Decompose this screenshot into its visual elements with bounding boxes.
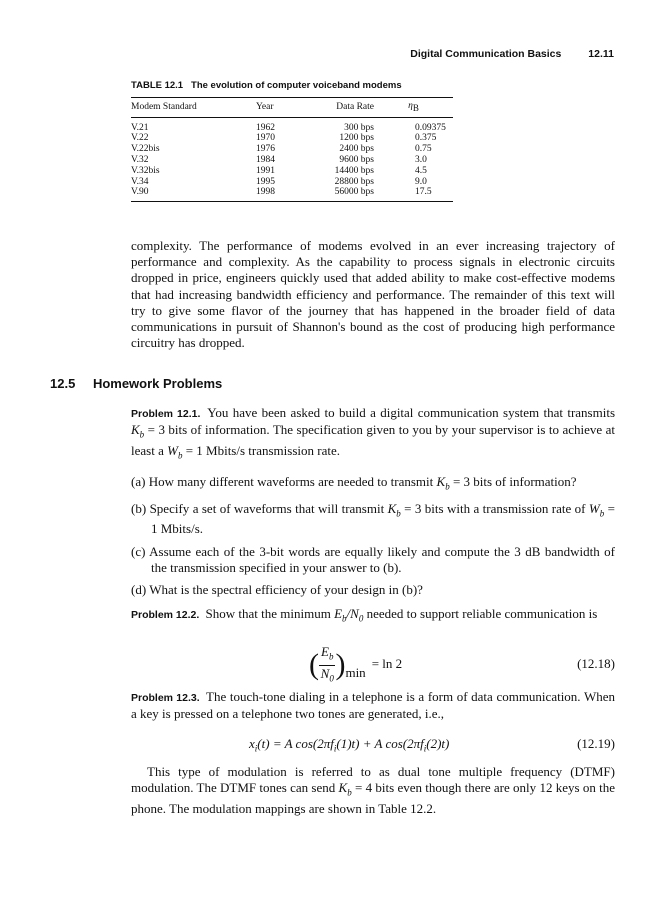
equation-12-19 [131, 736, 615, 754]
table-cell: 1976 [256, 144, 275, 155]
numerator-letter: E [321, 644, 329, 659]
table-cell [374, 155, 453, 166]
problem-12-2-statement [131, 606, 615, 627]
page-number: 12.11 [588, 48, 614, 60]
eta-value: 4.5 [415, 165, 427, 176]
running-head-title: Digital Communication Basics [410, 48, 562, 60]
table-row [131, 166, 453, 177]
problem-12-1-statement [131, 405, 615, 464]
table-cell [374, 144, 453, 155]
problem-text: = 3 bits of information. The specification given to you by your supervisor is to achieve at least a [131, 422, 615, 458]
problem-text: The touch-tone dialing in a telephone is a form of data communication. When a key is pressed on a telephone two tones are generated, i.e., [131, 689, 615, 722]
kb-symbol: $K_b$ [338, 780, 352, 798]
eta-value: 0.09375 [415, 122, 446, 133]
table-cell [374, 133, 453, 144]
table-cell: V.32bis [131, 165, 160, 176]
table-cell: V.90 [131, 187, 256, 201]
followup-paragraph [131, 764, 615, 817]
problem-label: Problem 12.3. [131, 692, 200, 704]
eta-value: 9.0 [415, 176, 427, 187]
header-year: Year [256, 98, 314, 118]
table-cell [374, 177, 453, 188]
intro-paragraph: complexity. The performance of modems evolved in an ever increasing trajectory of performance and complexity. As the capability to process signals in electronic circuits dropped in price, engineers quickly used that added ability to make cost-effective modems that had increasing bandwidth efficiency and performance. The remainder of this text will try to give some flavor of the journey that has happened in the broader field of data communications in pursuit of Shannon's bound as the cost of producing high performance circuitry has dropped. [131, 238, 615, 351]
kb-symbol: $K_b$ [131, 422, 145, 440]
part-text: How many different waveforms are needed to transmit [148, 473, 437, 489]
table-label: TABLE 12.1 [131, 80, 184, 91]
kb-symbol: $K_b$ [436, 473, 450, 492]
wb-letter: W [167, 443, 178, 458]
part-text: = 3 bits with a transmission rate of [400, 500, 589, 516]
running-head [410, 48, 614, 60]
problem-12-3-followup [131, 764, 615, 817]
eta-value: 0.75 [415, 144, 432, 155]
problem-12-1-part-c [131, 544, 615, 576]
right-paren: ) [335, 648, 346, 682]
table-cell: 2400 bps [339, 144, 374, 155]
table-cell: 1991 [256, 165, 275, 176]
kb-symbol: $K_b$ [387, 500, 401, 519]
part-tag: (d) [131, 582, 147, 597]
header-data-rate: Data Rate [314, 98, 374, 118]
part-tag: (b) [131, 500, 147, 516]
table-cell [374, 166, 453, 177]
denominator-letter: N [320, 665, 330, 681]
part-text: Assume each of the 3-bit words are equally likely and compute the 3 dB bandwidth of the transmission specified in your answer to (b). [149, 543, 615, 575]
problem-text: You have been asked to build a digital communication system that transmits [207, 405, 616, 420]
eq-lhs: x [249, 736, 255, 751]
table-cell [374, 117, 453, 133]
problem-12-3-statement [131, 689, 615, 722]
table-cell: 300 bps [344, 122, 374, 133]
followup-text: = 4 bits even though there are only 12 keys on the phone. The modulation mappings are shown in Table 12.2. [131, 780, 615, 816]
problem-label: Problem 12.1. [131, 408, 201, 420]
wb-symbol: $W_b$ [167, 443, 183, 461]
header-eta-b: $\eta_B$ [374, 98, 453, 118]
table-row [131, 117, 453, 133]
equation-number: (12.19) [577, 736, 615, 751]
eq-mid: (1)t) + A cos(2πf [336, 736, 424, 751]
equation-number: (12.18) [577, 656, 615, 671]
table-cell: 1200 bps [339, 133, 374, 144]
modem-table-wrapper [131, 97, 453, 202]
kb-letter: K [131, 422, 140, 438]
followup-text: This type of modulation is referred to as dual tone multiple frequency (DTMF) modulation. The DTMF tones can send [131, 764, 615, 796]
equation-body [309, 644, 402, 686]
problem-12-1-part-b [131, 501, 615, 538]
table-row [131, 177, 453, 188]
part-tag: (a) [131, 473, 146, 489]
eta-value: 3.0 [415, 155, 427, 166]
min-subscript: min [345, 665, 366, 681]
table-caption-text: The evolution of computer voiceband modems [191, 80, 402, 91]
table-row [131, 144, 453, 155]
eta-value: 17.5 [415, 187, 432, 198]
part-text: = 3 bits of information? [449, 473, 577, 489]
modem-table [131, 97, 453, 202]
equation-body: $x_i(t) = A$ $\cos(2\pi f_i(1)t) + A$ $\cos(2\pi f_i(2)t)$ [249, 736, 450, 754]
section-heading [50, 376, 222, 391]
table-cell: V.21 [131, 122, 149, 133]
table-cell: V.22 [131, 133, 149, 144]
part-text: Specify a set of waveforms that will transmit [149, 500, 388, 516]
fraction-numerator: $E_b$ [319, 644, 335, 666]
table-cell: V.22bis [131, 144, 160, 155]
fraction-denominator: $N_0$ [320, 665, 334, 684]
part-tag: (c) [131, 543, 146, 559]
problem-text: Show that the minimum [205, 606, 335, 621]
problem-12-1-part-a [131, 474, 615, 495]
table-cell: 56000 bps [314, 187, 374, 201]
equation-rhs: = ln 2 [371, 656, 403, 672]
section-number: 12.5 [50, 376, 76, 391]
table-header-row [131, 98, 453, 118]
intro-paragraph-block [131, 238, 615, 351]
problem-12-2 [131, 606, 615, 627]
table-row [131, 133, 453, 144]
table-cell: 14400 bps [334, 165, 374, 176]
fraction [319, 644, 335, 686]
eta-value: 0.375 [415, 133, 437, 144]
problem-12-1-part-d [131, 582, 615, 598]
table-cell: 1998 [256, 187, 314, 201]
table-cell: 1984 [256, 155, 275, 166]
eq-end: (2)t) [426, 736, 450, 751]
table-row [131, 155, 453, 166]
part-text: = 1 Mbits/s. [151, 500, 615, 537]
header-modem-standard: Modem Standard [131, 98, 256, 118]
table-cell: 9600 bps [339, 155, 374, 166]
table-cell: 1995 [256, 176, 275, 187]
wb-symbol: $W_b$ [588, 500, 605, 519]
problem-text: = 1 Mbits/s transmission rate. [182, 443, 340, 458]
eb-over-n0: $E_b/N_0$ [334, 606, 364, 624]
table-cell [374, 187, 453, 201]
problem-label: Problem 12.2. [131, 609, 200, 621]
table-cell: 1962 [256, 122, 275, 133]
part-text: What is the spectral efficiency of your design in (b)? [149, 582, 423, 597]
table-cell: 1970 [256, 133, 275, 144]
table-cell: 28800 bps [334, 176, 374, 187]
problem-12-3 [131, 689, 615, 722]
table-caption [131, 80, 402, 91]
table-cell: V.34 [131, 176, 149, 187]
section-title: Homework Problems [92, 376, 223, 391]
equation-12-18 [131, 644, 615, 684]
problem-text: needed to support reliable communication is [363, 606, 598, 621]
left-paren: ( [309, 648, 319, 682]
table-cell: V.32 [131, 155, 149, 166]
eq-expr: (t) = A cos(2πf [257, 736, 334, 751]
table-row [131, 187, 453, 201]
problem-12-1 [131, 405, 615, 604]
